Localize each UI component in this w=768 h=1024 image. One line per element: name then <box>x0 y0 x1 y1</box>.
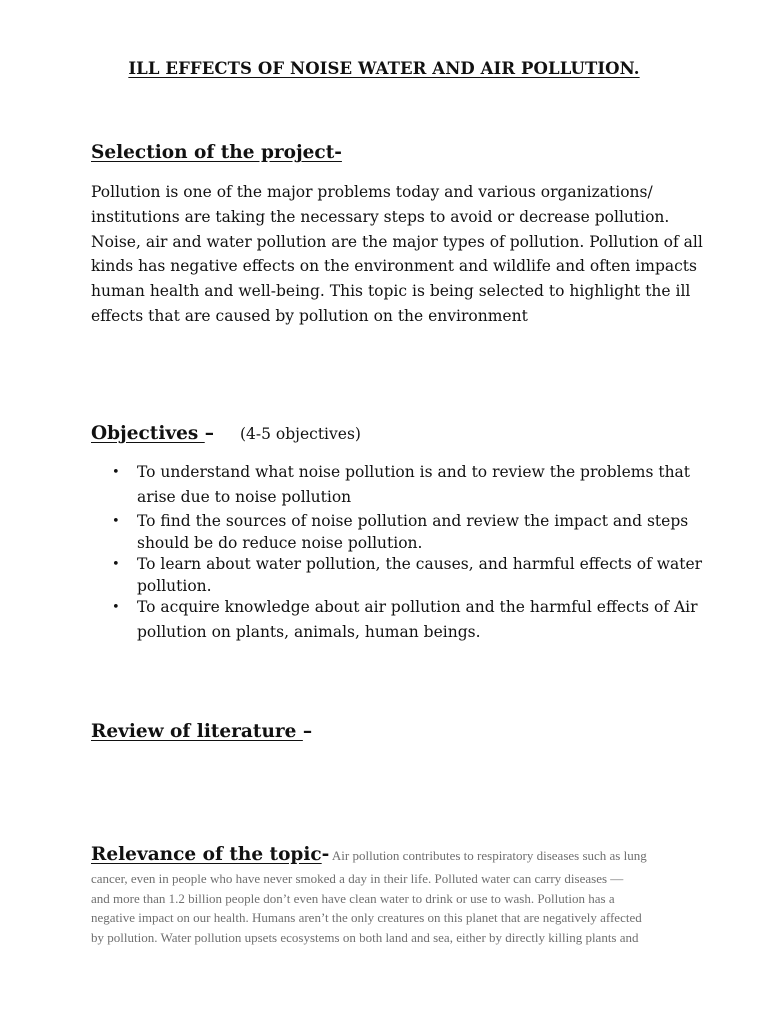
objective-line: pollution on plants, animals, human beings. <box>137 622 481 641</box>
bullet-icon: • <box>112 600 120 615</box>
relevance-heading-dash: - <box>321 844 330 865</box>
review-heading-text: Review of literature <box>91 721 303 742</box>
review-heading <box>91 721 312 742</box>
review-heading-dash: – <box>302 721 313 742</box>
objective-line: arise due to noise pollution <box>137 487 352 506</box>
objective-line: pollution. <box>137 576 212 595</box>
objectives-heading <box>91 423 361 444</box>
objective-line: should be do reduce noise pollution. <box>137 533 423 552</box>
selection-line: effects that are caused by pollution on the environment <box>91 306 528 325</box>
relevance-line: cancer, even in people who have never smoked a day in their life. Polluted water can carry diseases — <box>91 871 624 886</box>
relevance-line: by pollution. Water pollution upsets ecosystems on both land and sea, either by directly killing plants and <box>91 929 639 945</box>
objectives-heading-dash: – <box>204 423 214 444</box>
bullet-icon: • <box>112 514 120 529</box>
objective-line: To find the sources of noise pollution and review the impact and steps <box>137 512 689 530</box>
selection-line: institutions are taking the necessary steps to avoid or decrease pollution. <box>91 207 670 226</box>
bullet-icon: • <box>112 557 120 572</box>
selection-heading-text: Selection of the project- <box>91 142 342 163</box>
relevance-heading: Relevance of the topic <box>91 844 322 865</box>
document-title: ILL EFFECTS OF NOISE WATER AND AIR POLLUTION. <box>128 59 640 78</box>
relevance-line: and more than 1.2 billion people don’t even have clean water to drink or use to wash. Pollution has a <box>91 890 615 906</box>
objectives-note: (4-5 objectives) <box>239 425 361 443</box>
objective-line: To acquire knowledge about air pollution and the harmful effects of Air <box>137 598 698 616</box>
selection-line: Noise, air and water pollution are the major types of pollution. Pollution of all <box>91 232 703 251</box>
relevance-first-line <box>91 842 691 869</box>
objective-line: To learn about water pollution, the causes, and harmful effects of water <box>137 555 703 573</box>
relevance-line: negative impact on our health. Humans aren’t the only creatures on this planet that are negatively affected <box>91 910 642 925</box>
relevance-first-text: Air pollution contributes to respiratory diseases such as lung <box>329 848 647 863</box>
objective-item <box>112 462 702 508</box>
objective-line: To understand what noise pollution is and to review the problems that <box>137 463 691 481</box>
objectives-list <box>112 461 702 643</box>
selection-paragraph <box>91 180 703 329</box>
objectives-heading-text: Objectives <box>91 423 205 444</box>
selection-line: human health and well-being. This topic is being selected to highlight the ill <box>91 282 691 301</box>
objective-item <box>112 511 702 554</box>
selection-heading <box>91 142 342 163</box>
objective-item <box>112 597 702 643</box>
relevance-section <box>91 842 691 947</box>
selection-line: Pollution is one of the major problems today and various organizations/ <box>91 183 653 201</box>
selection-line: kinds has negative effects on the environment and wildlife and often impacts <box>91 257 697 276</box>
objective-item <box>112 554 702 597</box>
bullet-icon: • <box>112 465 120 480</box>
